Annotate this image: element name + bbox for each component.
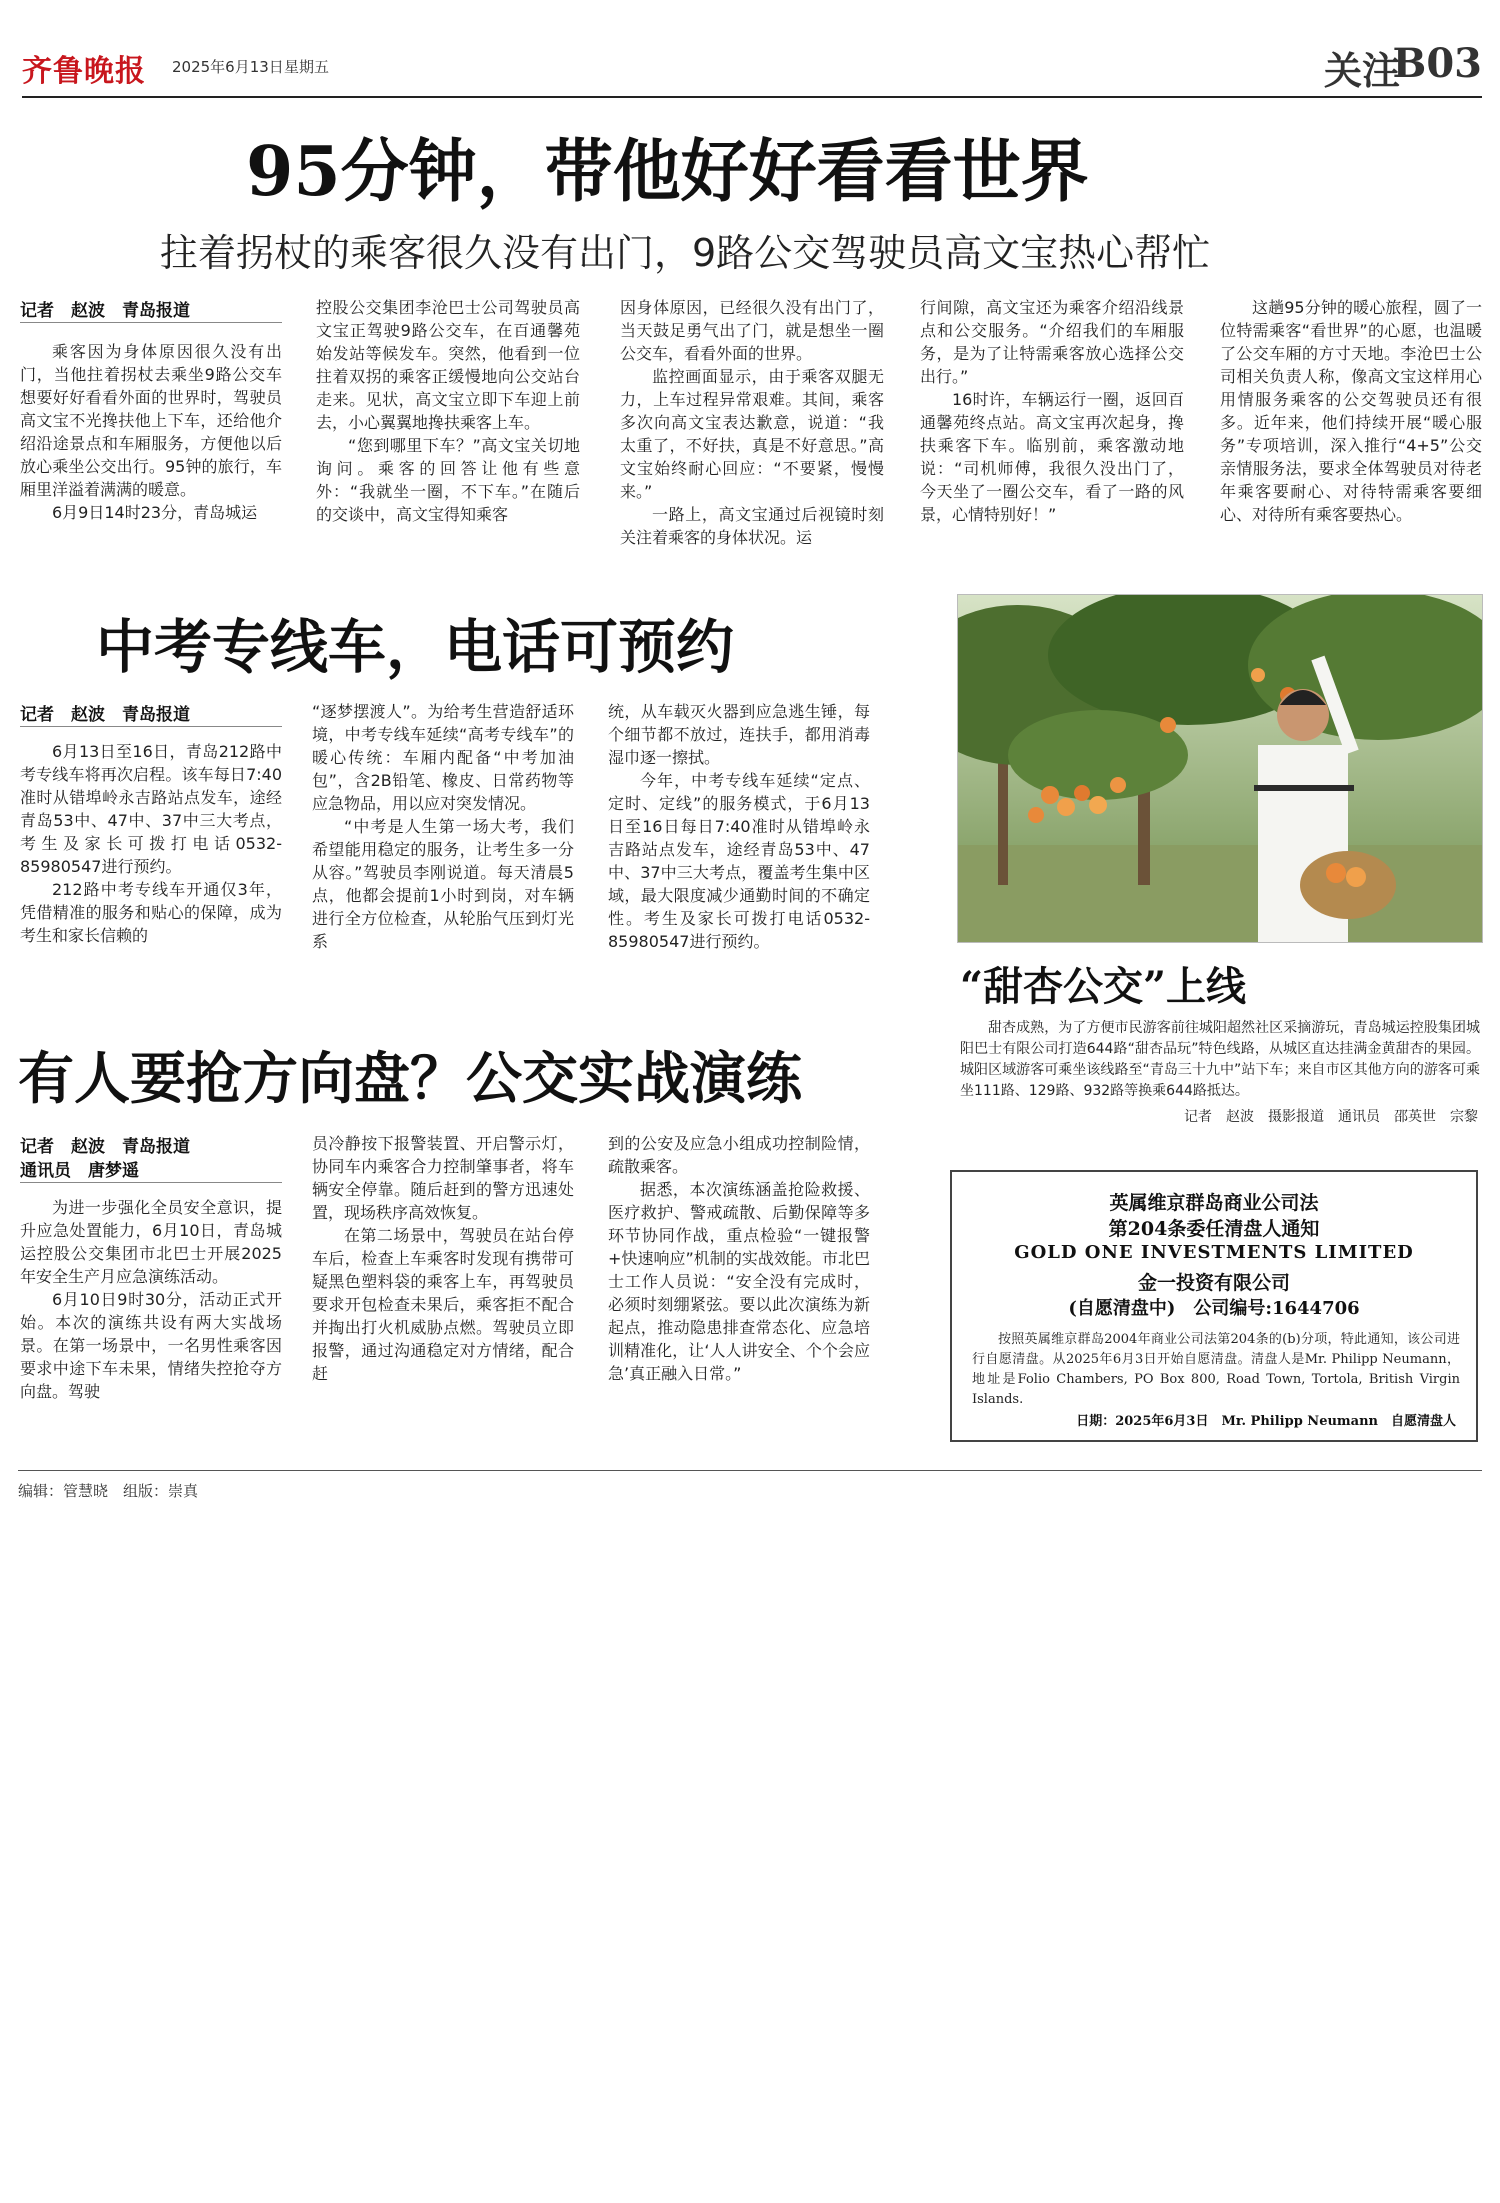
paragraph: “您到哪里下车？”高文宝关切地询问。乘客的回答让他有些意外：“我就坐一圈，不下车。”在随后的交谈中，高文宝得知乘客: [316, 436, 580, 524]
paragraph: 据悉，本次演练涵盖抢险救援、医疗救护、警戒疏散、后勤保障等多环节协同作战，重点检验“一键报警+快速响应”机制的实战效能。市北巴士工作人员说：“安全没有完成时，必须时刻绷紧弦。要以此次演练为新起点，推动隐患排查常态化、应急培训精准化，让‘人人讲安全、个个会应急’真正融入日常。”: [608, 1180, 870, 1383]
liquidation-notice: [950, 1170, 1478, 1442]
paragraph: 为进一步强化全员安全意识，提升应急处置能力，6月10日，青岛城运控股公交集团市北巴士开展2025年安全生产月应急演练活动。: [20, 1198, 282, 1286]
notice-title-line2: 第204条委任清盘人通知: [1108, 1218, 1320, 1240]
paragraph: “逐梦摆渡人”。为给考生营造舒适环境，中考专线车延续“高考专线车”的暖心传统：车厢内配备“中考加油包”，含2B铅笔、橡皮、日常药物等应急物品，用以应对突发情况。: [312, 702, 574, 813]
orchard-photo-illustration: [958, 595, 1482, 942]
photo-story-headline: “甜杏公交”上线: [960, 963, 1247, 1010]
story1-subhead: 拄着拐杖的乘客很久没有出门，9路公交驾驶员高文宝热心帮忙: [160, 231, 1211, 275]
paragraph: 这趟95分钟的暖心旅程，圆了一位特需乘客“看世界”的心愿，也温暖了公交车厢的方寸天地。李沧巴士公司相关负责人称，像高文宝这样用心用情服务乘客的公交驾驶员还有很多。近年来，他们持续开展“暖心服务”专项培训，深入推行“4+5”公交亲情服务法，要求全体驾驶员对待老年乘客要耐心、对待特需乘客要细心、对待所有乘客要热心。: [1220, 298, 1482, 524]
paragraph: 甜杏成熟，为了方便市民游客前往城阳超然社区采摘游玩，青岛城运控股集团城阳巴士有限公司打造644路“甜杏品玩”特色线路，从城区直达挂满金黄甜杏的果园。城阳区域游客可乘坐该线路至“青岛三十九中”站下车；来自市区其他方向的游客可乘坐111路、129路、932路等换乘644路抵达。: [960, 1020, 1480, 1099]
page-number: B03: [1392, 40, 1482, 87]
paragraph: 212路中考专线车开通仅3年，凭借精准的服务和贴心的保障，成为考生和家长信赖的: [20, 880, 282, 945]
issue-date: 2025年6月13日: [172, 58, 284, 76]
story2-byline: 记者 赵波 青岛报道: [20, 705, 190, 725]
story3-byline-correspondent: 通讯员 唐梦遥: [20, 1161, 139, 1181]
notice-status-line: (自愿清盘中) 公司编号:1644706: [1068, 1298, 1360, 1319]
story2-headline: 中考专线车，电话可预约: [96, 613, 735, 681]
story3-column-1: [20, 1196, 282, 1436]
story1-column-1: [20, 340, 282, 560]
paragraph: 16时许，车辆运行一圈，返回百通馨苑终点站。高文宝再次起身，搀扶乘客下车。临别前，乘客激动地说：“司机师傅，我很久没出门了，今天坐了一圈公交车，看了一路的风景，心情特别好！”: [920, 390, 1184, 524]
notice-company-chinese: 金一投资有限公司: [1137, 1272, 1290, 1294]
newspaper-logo: 齐鲁晚报: [22, 54, 146, 89]
paragraph: 控股公交集团李沧巴士公司驾驶员高文宝正驾驶9路公交车，在百通馨苑始发站等候发车。突然，他看到一位拄着双拐的乘客正缓慢地向公交站台走来。见状，高文宝立即下车迎上前去，小心翼翼地搀扶乘客上车。: [316, 298, 580, 432]
story3-column-2: [312, 1132, 574, 1436]
story1-column-3: [620, 296, 884, 558]
paragraph: 一路上，高文宝通过后视镜时刻关注着乘客的身体状况。运: [620, 505, 884, 547]
masthead: [22, 40, 1482, 98]
story2-column-1: [20, 740, 282, 980]
notice-company-english: GOLD ONE INVESTMENTS LIMITED: [1014, 1242, 1414, 1263]
story2-byline-rule: [20, 726, 282, 727]
apricot-orchard-photo: [957, 594, 1483, 943]
story3-byline-reporter: 记者 赵波 青岛报道: [20, 1137, 190, 1157]
story3-headline: 有人要抢方向盘？公交实战演练: [18, 1046, 802, 1112]
paragraph: 到的公安及应急小组成功控制险情，疏散乘客。: [608, 1134, 870, 1176]
story3-column-3: [608, 1132, 870, 1436]
paragraph: 按照英属维京群岛2004年商业公司法第204条的(b)分项，特此通知，该公司进行自愿清盘。从2025年6月3日开始自愿清盘。清盘人是Mr. Philipp Neumann，地址是Folio Chambers, PO Box 800, Road Town, Tortola, British Virgin Islands.: [972, 1332, 1460, 1407]
photo-caption: [960, 1018, 1480, 1114]
page-credits: 编辑：管慧晓 组版：崇真: [18, 1482, 199, 1500]
story1-byline-rule: [20, 322, 282, 323]
story3-byline-rule: [20, 1182, 282, 1183]
photo-credit: 记者 赵波 摄影报道 通讯员 邵英世 宗黎: [1184, 1109, 1478, 1125]
paragraph: “中考是人生第一场大考，我们希望能用稳定的服务，让考生多一分从容。”驾驶员李刚说道。每天清晨5点，他都会提前1小时到岗，对车辆进行全方位检查，从轮胎气压到灯光系: [312, 817, 574, 951]
notice-footer: 日期：2025年6月3日 Mr. Philipp Neumann 自愿清盘人: [1076, 1414, 1456, 1429]
paragraph: 因身体原因，已经很久没有出门了，当天鼓足勇气出了门，就是想坐一圈公交车，看看外面的世界。: [620, 298, 884, 363]
issue-weekday: 星期五: [284, 58, 330, 76]
footer-rule: [18, 1470, 1482, 1471]
section-name: 关注: [1323, 48, 1400, 93]
paragraph: 统，从车载灭火器到应急逃生锤，每个细节都不放过，连扶手，都用消毒湿巾逐一擦拭。: [608, 702, 870, 767]
paragraph: 6月10日9时30分，活动正式开始。本次的演练共设有两大实战场景。在第一场景中，一名男性乘客因要求中途下车未果，情绪失控抢夺方向盘。驾驶: [20, 1290, 282, 1401]
notice-body: [972, 1330, 1460, 1410]
story1-column-2: [316, 296, 580, 558]
paragraph: 乘客因为身体原因很久没有出门，当他拄着拐杖去乘坐9路公交车想要好好看看外面的世界时，驾驶员高文宝不光搀扶他上下车，还给他介绍沿途景点和车厢服务，方便他以后放心乘坐公交出行。95钟的旅行，车厢里洋溢着满满的暖意。: [20, 342, 282, 499]
story1-byline: 记者 赵波 青岛报道: [20, 301, 190, 321]
paragraph: 6月9日14时23分，青岛城运: [52, 503, 258, 522]
paragraph: 监控画面显示，由于乘客双腿无力，上车过程异常艰难。其间，乘客多次向高文宝表达歉意，说道：“我太重了，不好扶，真是不好意思。”高文宝始终耐心回应：“不要紧，慢慢来。”: [620, 367, 884, 501]
story1-column-5: [1220, 296, 1482, 558]
paragraph: 在第二场景中，驾驶员在站台停车后，检查上车乘客时发现有携带可疑黑色塑料袋的乘客上车，再驾驶员要求开包检查未果后，乘客拒不配合并掏出打火机威胁点燃。驾驶员立即报警，通过沟通稳定对方情绪，配合赶: [312, 1226, 574, 1383]
story1-headline: 95分钟，带他好好看看世界: [246, 132, 1089, 212]
story2-column-3: [608, 700, 870, 980]
story2-column-2: [312, 700, 574, 980]
paragraph: 员冷静按下报警装置、开启警示灯，协同车内乘客合力控制肇事者，将车辆安全停靠。随后赶到的警方迅速处置，现场秩序高效恢复。: [312, 1134, 574, 1222]
story1-column-4: [920, 296, 1184, 558]
paragraph: 今年，中考专线车延续“定点、定时、定线”的服务模式，于6月13日至16日每日7:40准时从错埠岭永吉路站点发车，途经青岛53中、47中、37中三大考点，覆盖考生集中区域，最大限度减少通勤时间的不确定性。考生及家长可拨打电话0532-85980547进行预约。: [608, 771, 870, 951]
paragraph: 行间隙，高文宝还为乘客介绍沿线景点和公交服务。“介绍我们的车厢服务，是为了让特需乘客放心选择公交出行。”: [920, 298, 1184, 386]
notice-title-line1: 英属维京群岛商业公司法: [1109, 1192, 1319, 1214]
paragraph: 6月13日至16日，青岛212路中考专线车将再次启程。该车每日7:40准时从错埠岭永吉路站点发车，途经青岛53中、47中、37中三大考点，考生及家长可拨打电话0532-85980547进行预约。: [20, 742, 282, 876]
